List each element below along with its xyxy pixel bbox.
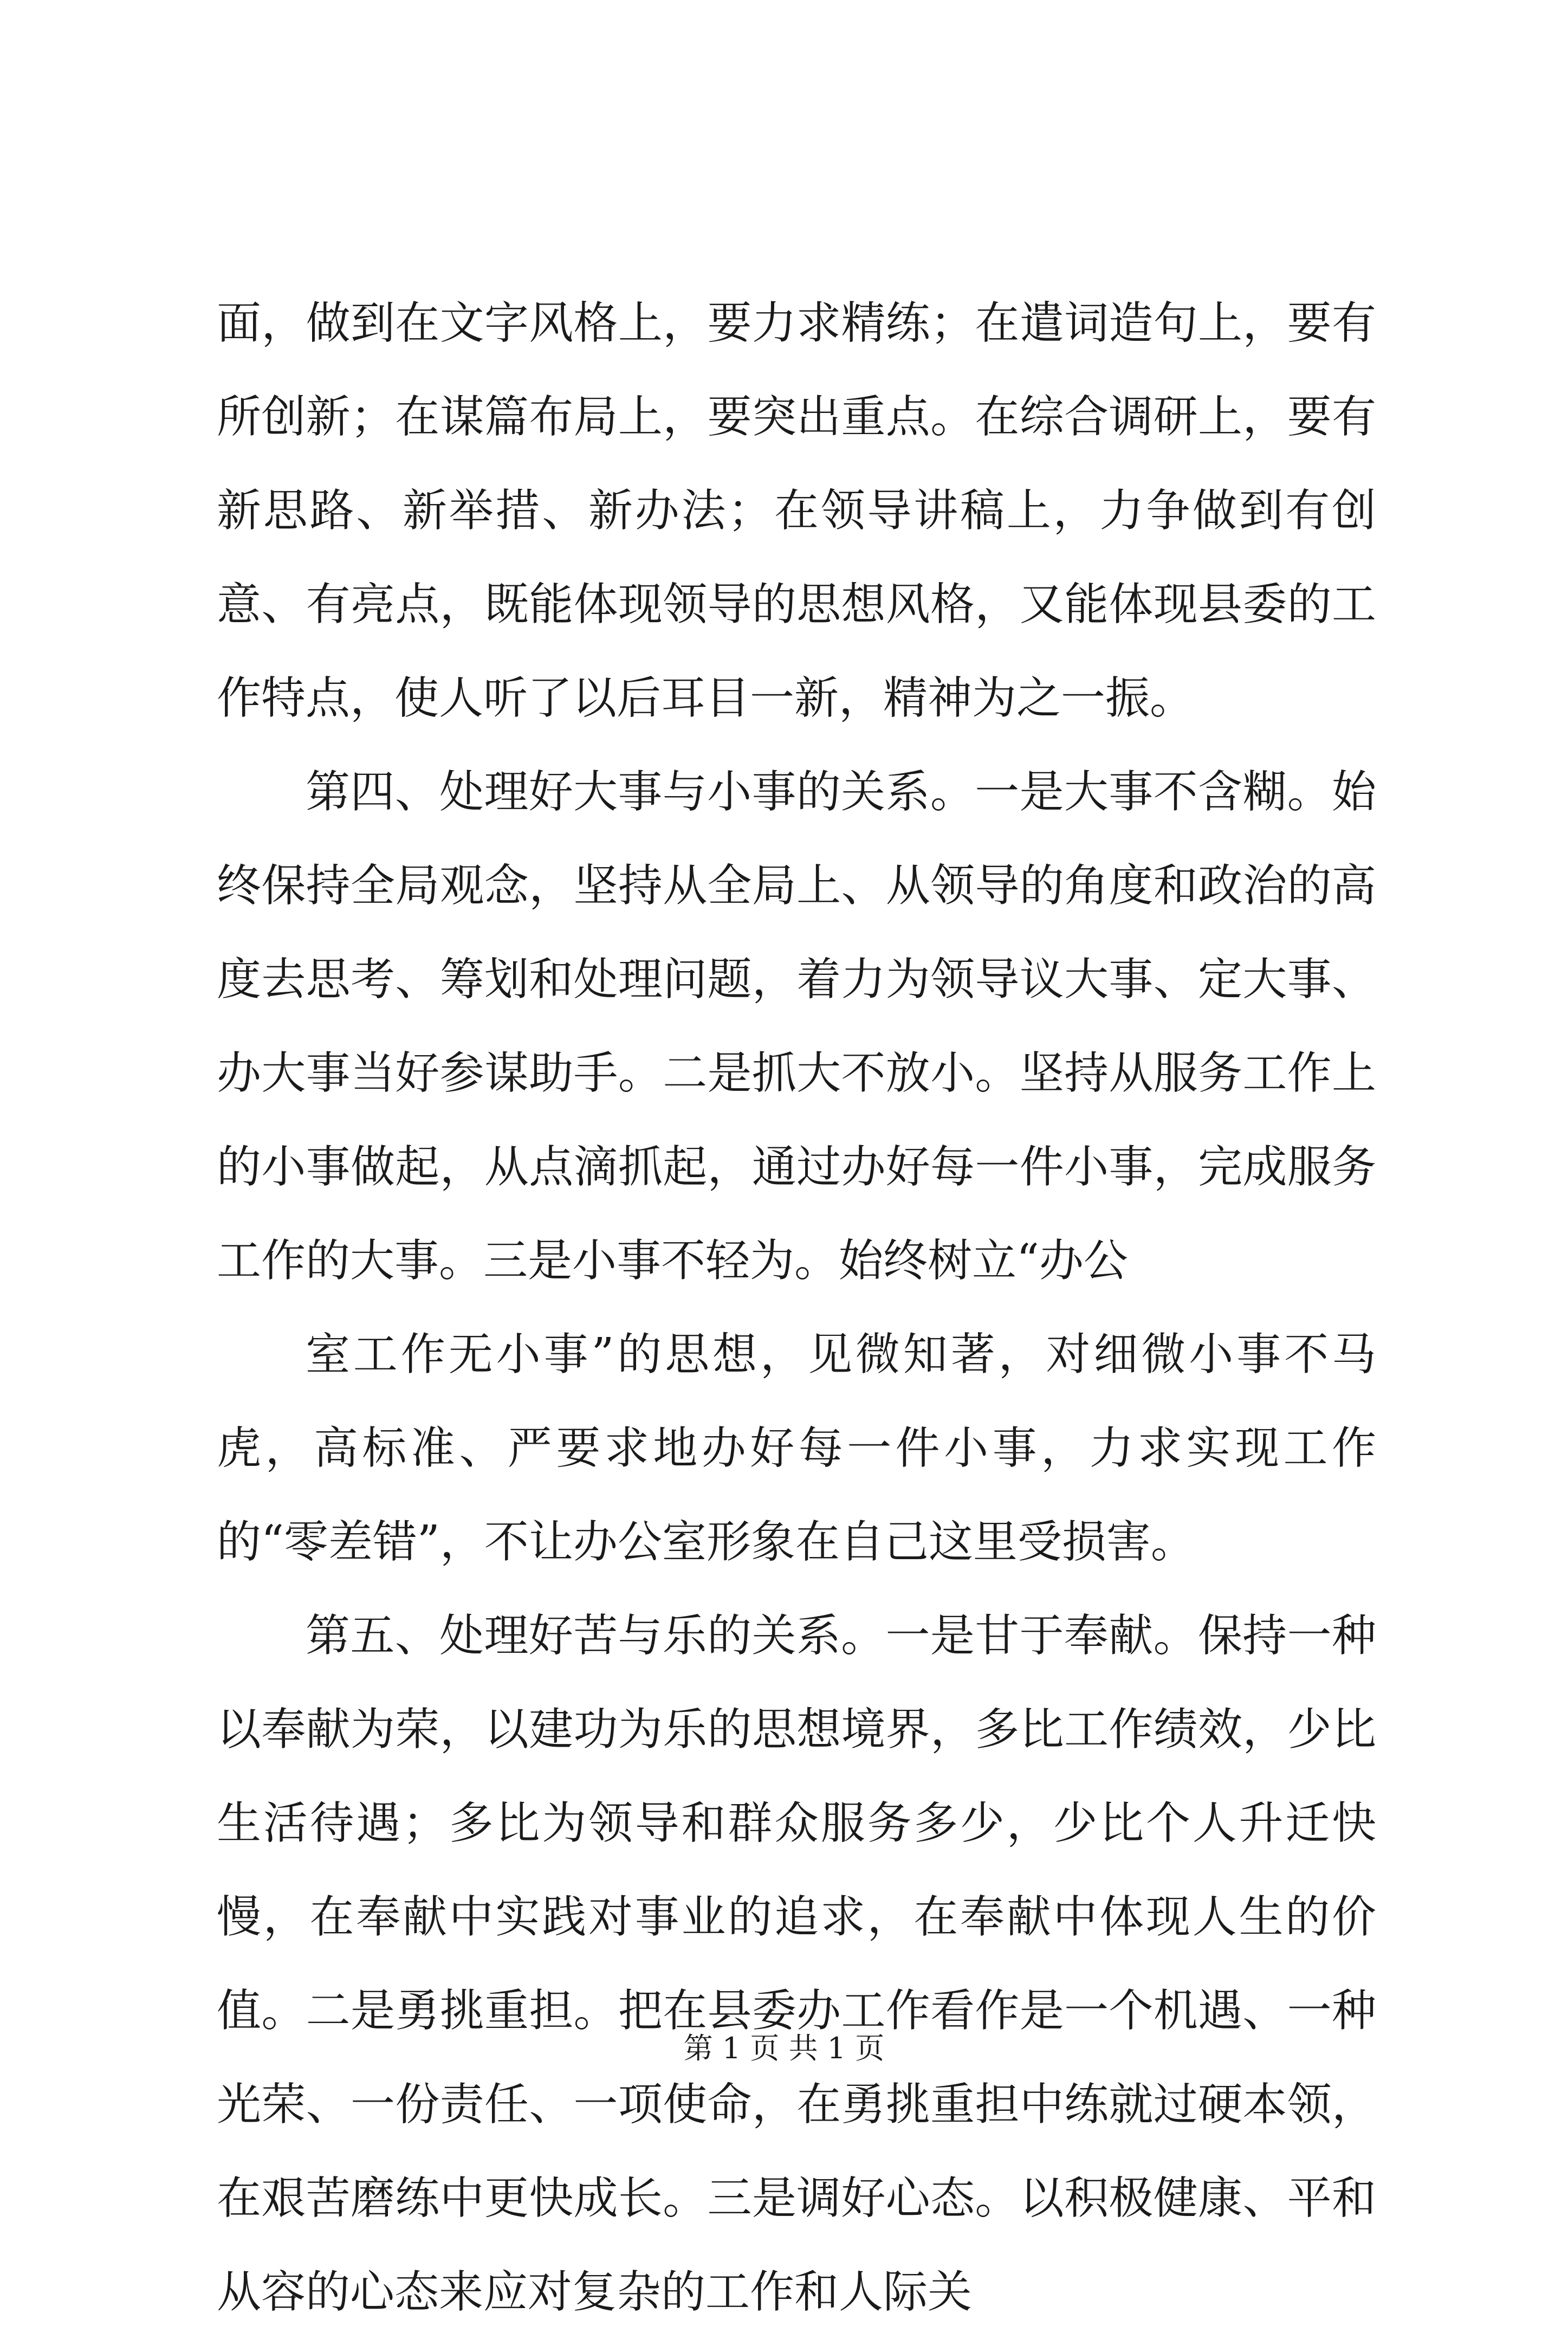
paragraph-1: 面，做到在文字风格上，要力求精练；在遣词造句上，要有所创新；在谋篇布局上，要突出重点。在综合调研上，要有新思路、新举措、新办法；在领导讲稿上，力争做到有创意、有亮点，既能体现领导的思想风格，又能体现县委的工作特点，使人听了以后耳目一新，精神为之一振。	[217, 298, 1376, 724]
paragraph-2: 第四、处理好大事与小事的关系。一是大事不含糊。始终保持全局观念，坚持从全局上、从领导的角度和政治的高度去思考、筹划和处理问题，着力为领导议大事、定大事、办大事当好参谋助手。二是抓大不放小。坚持从服务工作上的小事做起，从点滴抓起，通过办好每一件小事，完成服务工作的大事。三是小事不轻为。始终树立“办公	[217, 766, 1376, 1287]
page-number: 第 1 页 共 1 页	[683, 2031, 885, 2065]
paragraph-3: 室工作无小事”的思想，见微知著，对细微小事不马虎，高标准、严要求地办好每一件小事，力求实现工作的“零差错”，不让办公室形象在自己这里受损害。	[217, 1329, 1376, 1568]
paragraph-4: 第五、处理好苦与乐的关系。一是甘于奉献。保持一种以奉献为荣，以建功为乐的思想境界，多比工作绩效，少比生活待遇；多比为领导和群众服务多少，少比个人升迁快慢，在奉献中实践对事业的追求，在奉献中体现人生的价值。二是勇挑重担。把在县委办工作看作是一个机遇、一种光荣、一份责任、一项使命，在勇挑重担中练就过硬本领，在艰苦磨练中更快成长。三是调好心态。以积极健康、平和从容的心态来应对复杂的工作和人际关	[217, 1610, 1376, 2318]
page-footer	[0, 2027, 1568, 2070]
